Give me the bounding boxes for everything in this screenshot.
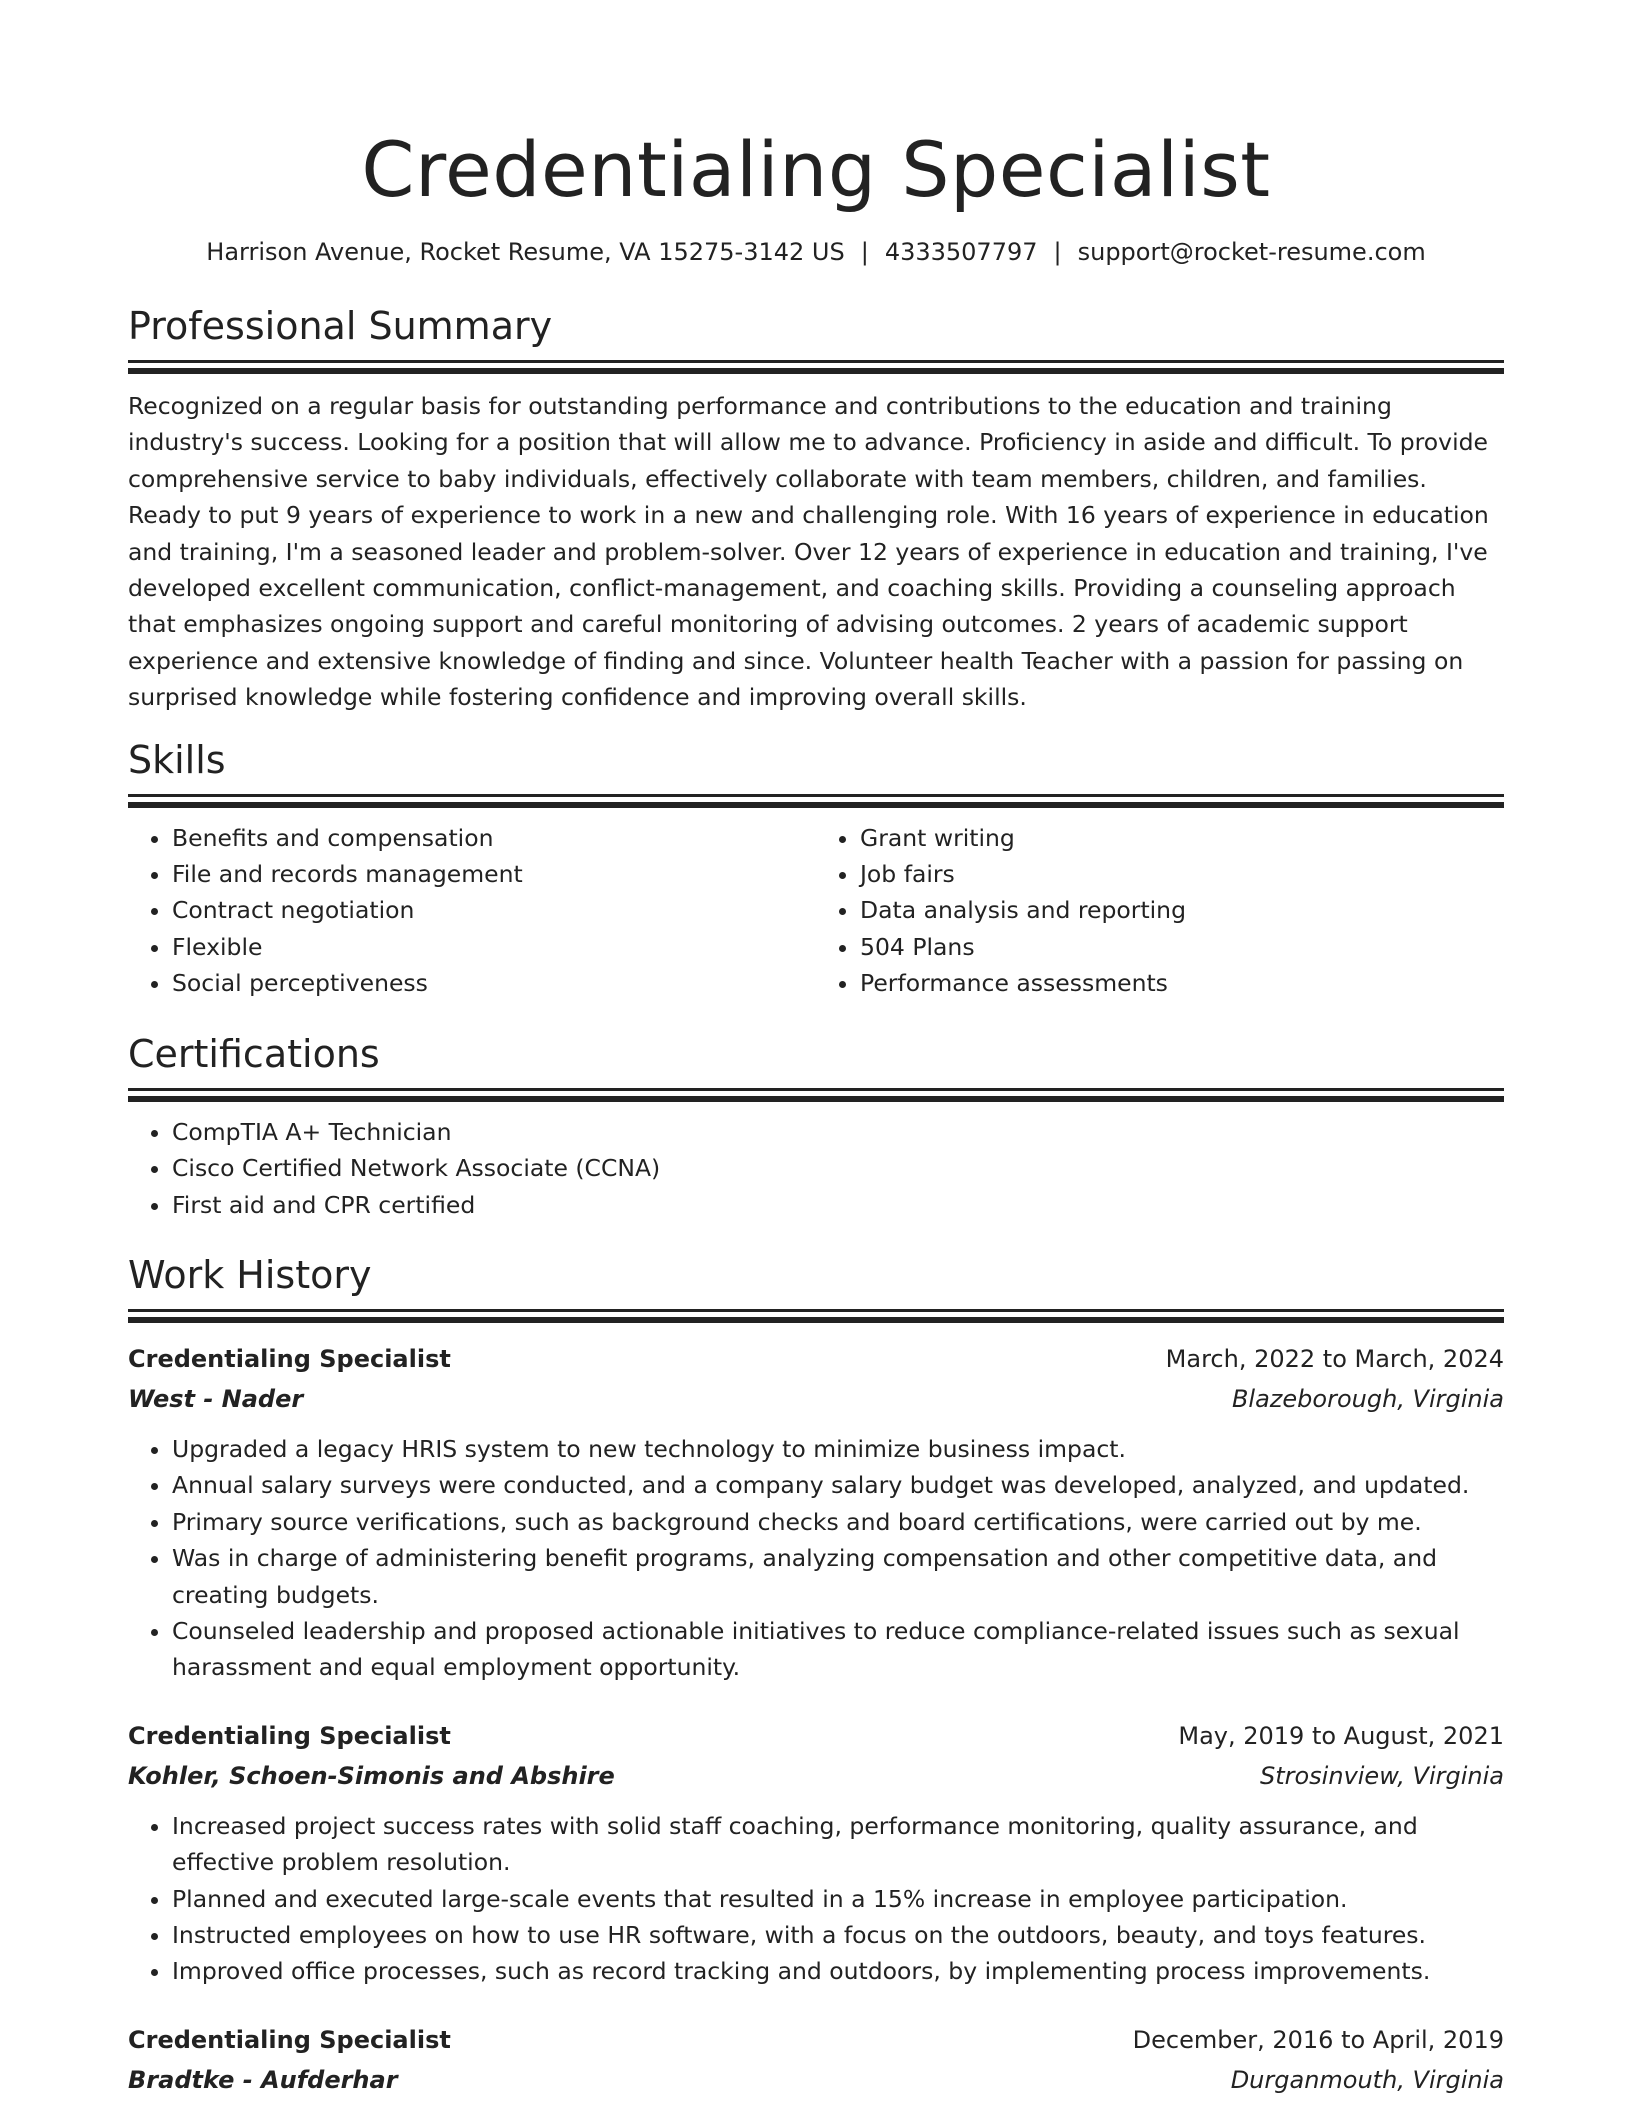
skills-section (128, 736, 1504, 1002)
skill-item: • File and records management (172, 856, 816, 892)
work-history-heading: Work History (128, 1252, 372, 1297)
contact-phone: 4333507797 (884, 238, 1038, 266)
skill-item: • Performance assessments (860, 965, 1504, 1001)
job-header (128, 1716, 1504, 1756)
job-location: Strosinview, Virginia (1259, 1761, 1504, 1790)
skill-item: • 504 Plans (860, 929, 1504, 965)
section-divider (128, 794, 1504, 797)
certification-item: • Cisco Certified Network Associate (CCNA) (172, 1150, 1504, 1186)
contact-separator: | (860, 238, 869, 266)
resume-title: Credentialing Specialist (361, 125, 1271, 214)
job-bullet: • Annual salary surveys were conducted, and a company salary budget was developed, analyzed, and updated. (172, 1467, 1504, 1503)
job-bullet: • Upgraded a legacy HRIS system to new technology to minimize business impact. (172, 1431, 1504, 1467)
certifications-list (128, 1114, 1504, 1223)
job-title: Credentialing Specialist (128, 1721, 451, 1750)
skill-item: • Flexible (172, 929, 816, 965)
skill-item: • Benefits and compensation (172, 820, 816, 856)
job-bullet: • Increased project success rates with solid staff coaching, performance monitoring, quality assurance, and effective problem resolution. (172, 1808, 1504, 1881)
work-history-section (128, 1251, 1504, 2100)
job-subheader (128, 1379, 1504, 1419)
job-company: Kohler, Schoen-Simonis and Abshire (128, 1761, 615, 1790)
job-bullets (128, 1808, 1504, 1990)
job-bullet: • Was in charge of administering benefit programs, analyzing compensation and other competitive data, and creating budgets. (172, 1540, 1504, 1613)
resume-page (128, 0, 1504, 2100)
section-divider (128, 1096, 1504, 1102)
section-divider (128, 1309, 1504, 1312)
skills-column-left (128, 820, 816, 1002)
job-entry (128, 1716, 1504, 1990)
job-title: Credentialing Specialist (128, 1344, 451, 1373)
section-divider (128, 802, 1504, 808)
job-bullet: • Primary source verifications, such as background checks and board certifications, were carried out by me. (172, 1504, 1504, 1540)
job-subheader (128, 2060, 1504, 2100)
skill-item: • Contract negotiation (172, 892, 816, 928)
job-entry (128, 2020, 1504, 2100)
certifications-heading: Certifications (128, 1031, 380, 1076)
skills-list (128, 820, 1504, 1002)
skill-item: • Data analysis and reporting (860, 892, 1504, 928)
certification-item: • First aid and CPR certified (172, 1187, 1504, 1223)
contact-separator: | (1053, 238, 1062, 266)
job-location: Blazeborough, Virginia (1231, 1384, 1504, 1413)
contact-email: support@rocket-resume.com (1077, 238, 1426, 266)
section-divider (128, 368, 1504, 374)
job-location: Durganmouth, Virginia (1230, 2065, 1504, 2094)
contact-line (128, 236, 1504, 268)
job-dates: March, 2022 to March, 2024 (1165, 1344, 1504, 1373)
summary-heading: Professional Summary (128, 304, 553, 348)
job-bullet: • Counseled leadership and proposed actionable initiatives to reduce compliance-related issues such as sexual harassment and equal employment opportunity. (172, 1613, 1504, 1686)
contact-address: Harrison Avenue, Rocket Resume, VA 15275-3142 US (206, 238, 845, 266)
job-entry (128, 1339, 1504, 1686)
section-divider (128, 360, 1504, 363)
job-company: West - Nader (128, 1384, 304, 1413)
skill-item: • Grant writing (860, 820, 1504, 856)
job-header (128, 2020, 1504, 2060)
skills-column-right (816, 820, 1504, 1002)
job-company: Bradtke - Aufderhar (128, 2065, 398, 2094)
job-dates: May, 2019 to August, 2021 (1178, 1721, 1504, 1750)
job-title: Credentialing Specialist (128, 2025, 451, 2054)
section-divider (128, 1088, 1504, 1091)
job-header (128, 1339, 1504, 1379)
skill-item: • Job fairs (860, 856, 1504, 892)
job-bullet: • Planned and executed large-scale events that resulted in a 15% increase in employee participation. (172, 1881, 1504, 1917)
summary-section (128, 302, 1504, 716)
certifications-section (128, 1030, 1504, 1223)
skill-item: • Social perceptiveness (172, 965, 816, 1001)
job-bullet: • Improved office processes, such as record tracking and outdoors, by implementing process improvements. (172, 1953, 1504, 1989)
summary-text: Recognized on a regular basis for outstanding performance and contributions to the education and training industry's success. Looking for a position that will allow me to advance. Proficiency in aside and difficult. To provide comprehensive service to baby individuals, effectively collaborate with team members, children, and families. Ready to put 9 years of experience to work in a new and challenging role. With 16 years of experience in education and training, I'm a seasoned leader and problem-solver. Over 12 years of experience in education and training, I've developed excellent communication, conflict-management, and coaching skills. Providing a counseling approach that emphasizes ongoing support and careful monitoring of advising outcomes. 2 years of academic support experience and extensive knowledge of finding and since. Volunteer health Teacher with a passion for passing on surprised knowledge while fostering confidence and improving overall skills. (128, 392, 1489, 712)
job-subheader (128, 1756, 1504, 1796)
skills-heading: Skills (128, 737, 226, 782)
job-bullets (128, 1431, 1504, 1686)
job-dates: December, 2016 to April, 2019 (1132, 2025, 1504, 2054)
section-divider (128, 1317, 1504, 1323)
job-bullet: • Instructed employees on how to use HR software, with a focus on the outdoors, beauty, and toys features. (172, 1917, 1504, 1953)
certification-item: • CompTIA A+ Technician (172, 1114, 1504, 1150)
